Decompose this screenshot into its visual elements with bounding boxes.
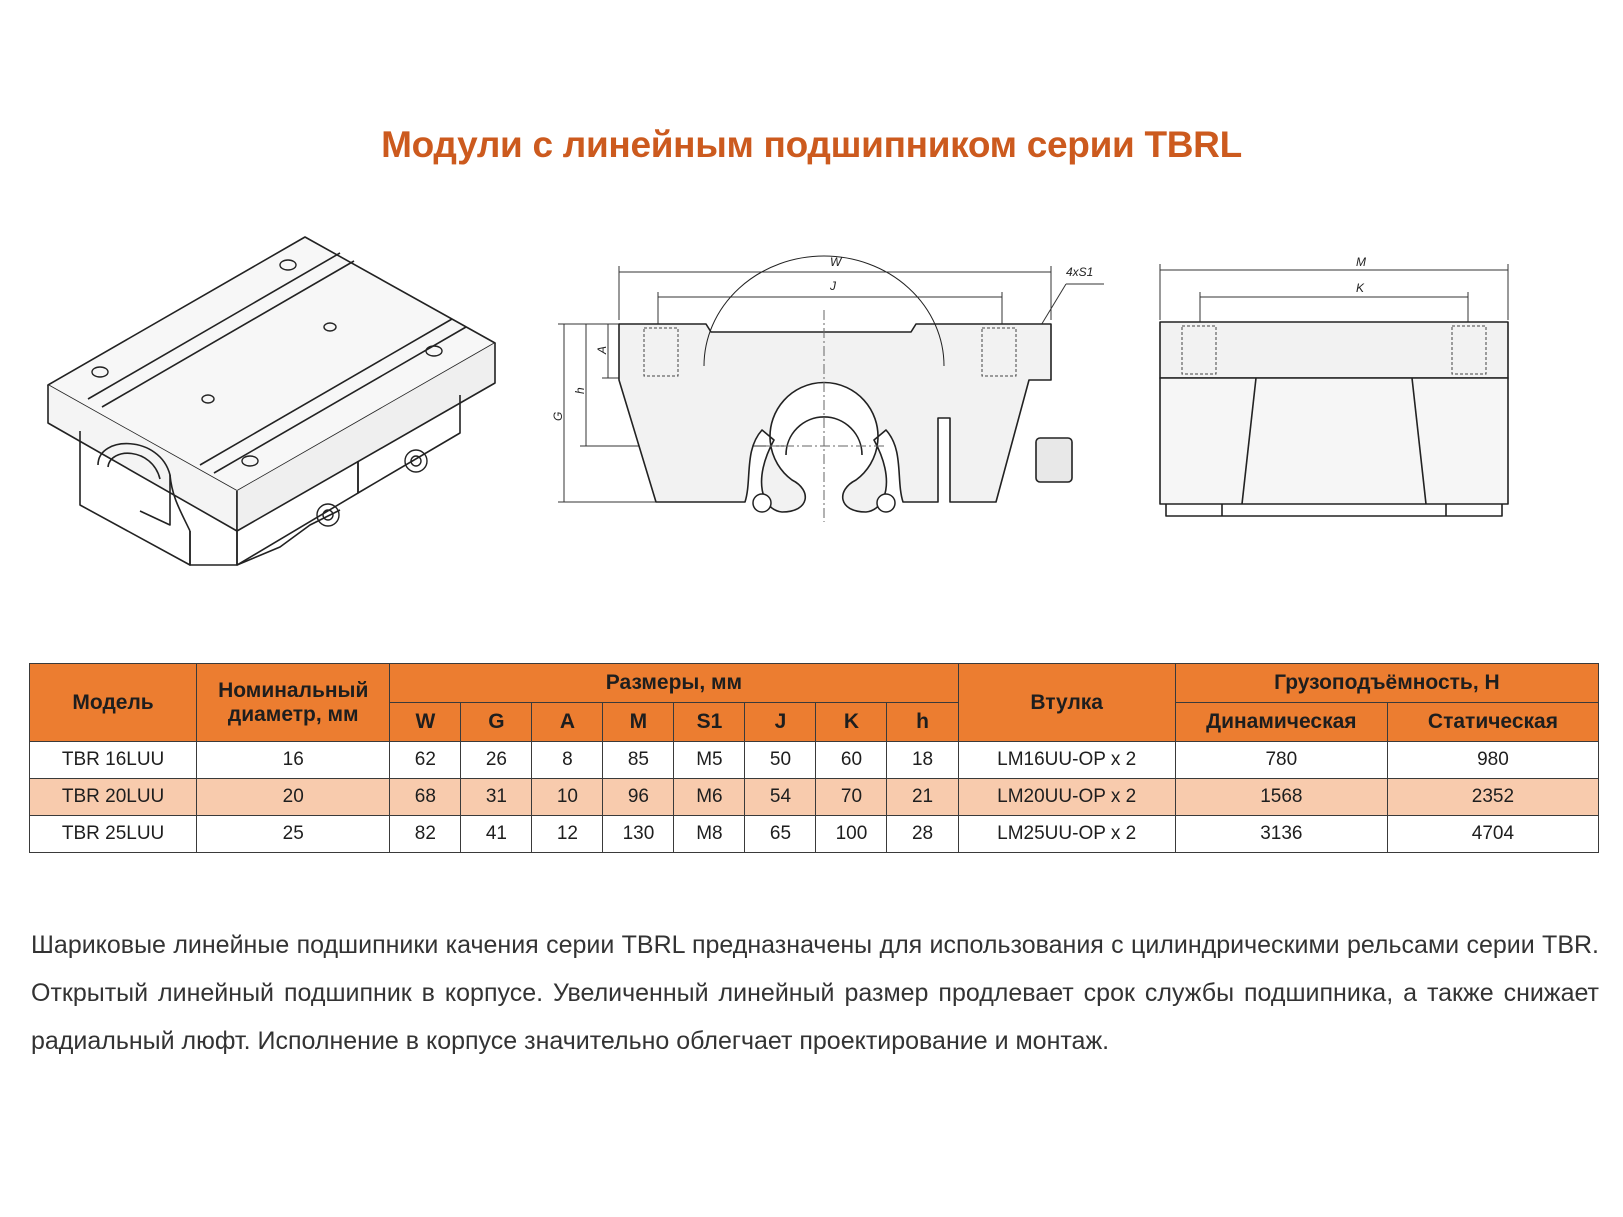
dim-label-A: A xyxy=(595,345,609,354)
front-view-drawing xyxy=(551,250,1156,550)
cell-S1: M8 xyxy=(674,816,745,853)
cell-M: 85 xyxy=(603,742,674,779)
cell-K: 60 xyxy=(816,742,887,779)
cell-dynamic: 780 xyxy=(1175,742,1387,779)
col-diameter-header: Номинальный диаметр, мм xyxy=(197,664,390,742)
cell-diameter: 16 xyxy=(197,742,390,779)
col-model-header: Модель xyxy=(30,664,197,742)
cell-K: 70 xyxy=(816,779,887,816)
side-view-drawing xyxy=(1186,250,1581,550)
cell-static: 4704 xyxy=(1387,816,1598,853)
col-load-header: Грузоподъёмность, Н xyxy=(1175,664,1598,703)
cell-diameter: 25 xyxy=(197,816,390,853)
cell-A: 8 xyxy=(532,742,603,779)
cell-A: 10 xyxy=(532,779,603,816)
cell-dynamic: 3136 xyxy=(1175,816,1387,853)
cell-h: 18 xyxy=(887,742,958,779)
col-W-header: W xyxy=(390,703,461,742)
cell-J: 54 xyxy=(745,779,816,816)
table-row xyxy=(30,742,1599,779)
col-K-header: K xyxy=(816,703,887,742)
col-A-header: A xyxy=(532,703,603,742)
col-M-header: M xyxy=(603,703,674,742)
table-row xyxy=(30,779,1599,816)
col-dimensions-header: Размеры, мм xyxy=(390,664,958,703)
col-J-header: J xyxy=(745,703,816,742)
cell-W: 62 xyxy=(390,742,461,779)
cell-A: 12 xyxy=(532,816,603,853)
col-h-header: h xyxy=(887,703,958,742)
dim-label-J: J xyxy=(830,279,836,293)
cell-model: TBR 20LUU xyxy=(30,779,197,816)
cell-bushing: LM16UU-OP x 2 xyxy=(958,742,1175,779)
cell-bushing: LM25UU-OP x 2 xyxy=(958,816,1175,853)
cell-h: 21 xyxy=(887,779,958,816)
col-S1-header: S1 xyxy=(674,703,745,742)
cell-static: 980 xyxy=(1387,742,1598,779)
cell-static: 2352 xyxy=(1387,779,1598,816)
cell-model: TBR 25LUU xyxy=(30,816,197,853)
col-dynamic-header: Динамическая xyxy=(1175,703,1387,742)
dim-label-G: G xyxy=(551,411,565,421)
page-title: Модули с линейным подшипником серии TBRL xyxy=(381,124,1242,165)
cell-G: 26 xyxy=(461,742,532,779)
spec-table xyxy=(29,663,1599,853)
cell-h: 28 xyxy=(887,816,958,853)
dim-label-h: h xyxy=(573,387,587,394)
col-bushing-header: Втулка xyxy=(958,664,1175,742)
dim-label-K: K xyxy=(1356,281,1365,295)
table-header-row xyxy=(30,664,1599,703)
dim-label-M: M xyxy=(1356,255,1366,269)
cell-dynamic: 1568 xyxy=(1175,779,1387,816)
cell-S1: M5 xyxy=(674,742,745,779)
cell-M: 96 xyxy=(603,779,674,816)
cell-G: 41 xyxy=(461,816,532,853)
table-row xyxy=(30,816,1599,853)
cell-model: TBR 16LUU xyxy=(30,742,197,779)
description-paragraph: Шариковые линейные подшипники качения серии TBRL предназначены для использования с цилиндрическими рельсами серии TBR. Открытый линейный подшипник в корпусе. Увеличенный линейный размер продлевает срок службы подшипника, а также снижает радиальный люфт. Исполнение в корпусе значительно облегчает проектирование и монтаж. xyxy=(31,931,1599,1055)
cell-K: 100 xyxy=(816,816,887,853)
dim-label-S1: 4xS1 xyxy=(1066,265,1094,279)
cell-S1: M6 xyxy=(674,779,745,816)
cell-M: 130 xyxy=(603,816,674,853)
cell-diameter: 20 xyxy=(197,779,390,816)
col-G-header: G xyxy=(461,703,532,742)
col-static-header: Статическая xyxy=(1387,703,1598,742)
cell-bushing: LM20UU-OP x 2 xyxy=(958,779,1175,816)
cell-G: 31 xyxy=(461,779,532,816)
isometric-view-drawing xyxy=(40,235,525,590)
cell-J: 50 xyxy=(745,742,816,779)
cell-W: 82 xyxy=(390,816,461,853)
dim-label-W: W xyxy=(830,255,842,269)
cell-J: 65 xyxy=(745,816,816,853)
cell-W: 68 xyxy=(390,779,461,816)
